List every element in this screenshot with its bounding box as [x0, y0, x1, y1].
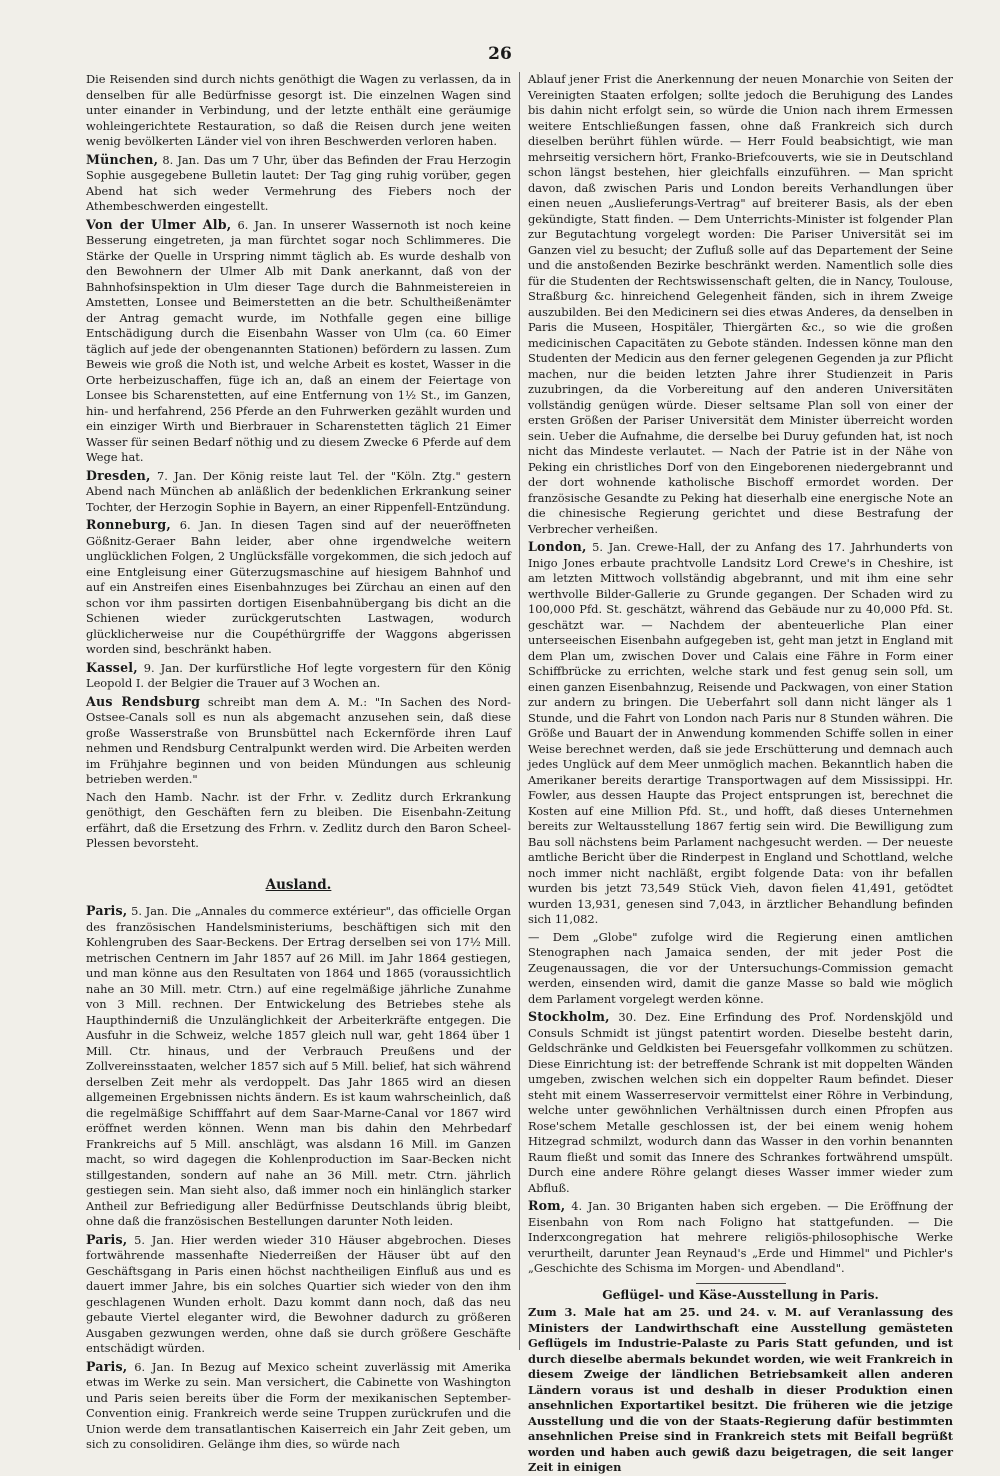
article-paragraph: Die Reisenden sind durch nichts genöthigt die Wagen zu verlassen, da in denselben für alle Bedürfnisse gesorgt ist. Die einzelnen Wagen sind unter einander in Verbindung, und der letzte enthält eine geräumige wohleingerichtete Restauration, so daß die Reisen durch jene weiten wenig bevölkerten Länder viel von ihren Beschwerden verloren haben. [86, 72, 511, 148]
section-title-ausland: Ausland. [265, 876, 332, 893]
dateline-place: Von der Ulmer Alb, [86, 216, 232, 232]
article-ulmer-alb: Von der Ulmer Alb, 6. Jan. In unserer Wassernoth ist noch keine Besserung eingetreten, ja man fürchtet sogar noch Schlimmeres. Die Stärke der Quelle in Urspring nimmt täglich ab. Es wurde deshalb von den Bewohnern der Ulmer Alb mit Dank anerkannt, daß von der Bahnhofsinspektion in Ulm dieser Tage durch die Bahnmeistereien in Amstetten, Lonsee und Beimerstetten an die betr. Schultheißenämter der Antrag gemacht wurde, im Nothfalle gegen eine billige Entschädigung durch die Eisenbahn Wasser von Ulm (ca. 60 Eimer täglich auf jede der obengenannten Stationen) befördern zu lassen. Zum Beweis wie groß die Noth ist, und welche Arbeit es kostet, Wasser in die Orte herbeizuschaffen, füge ich an, daß an einem der Feiertage von Lonsee bis Scharenstetten, auf eine Entfernung von 1½ St., im Ganzen, hin- und herfahrend, 256 Pferde an den Fuhrwerken gezählt wurden und ein einziger Wirth und Bierbrauer in Scharenstetten täglich 21 Eimer Wasser für seinen Bedarf nöthig und zu diesem Zwecke 6 Pferde auf dem Wege hat. [86, 216, 511, 464]
dateline-place: Stockholm, [528, 1009, 610, 1024]
article-stockholm: Stockholm, 30. Dez. Eine Erfindung des Prof. Nordenskjöld und Consuls Schmidt ist jüngst patentirt worden. Dieselbe besteht darin, Geldschränke und Geldkisten bei Feuersgefahr vollkommen zu schützen. Diese Einrichtung ist: der betreffende Schrank ist mit doppelten Wänden umgeben, zwischen welchen sich ein doppelter Raum befindet. Dieser steht mit einem Wasserreservoir vermittelst einer Röhre in Verbindung, welche unter gewöhnlichen Verhältnissen durch einen Pfropfen aus Rose'schem Metalle geschlossen ist, der bei einem wenig hohem Hitzegrad schmilzt, wodurch dann das Wasser in den vorhin benannten Raum fließt und somit das Innere des Schrankes fortwährend umspült. Durch eine andere Röhre gelangt dieses Wasser immer wieder zum Abfluß. [528, 1009, 953, 1195]
article-london: London, 5. Jan. Crewe-Hall, der zu Anfang des 17. Jahrhunderts von Inigo Jones erbaute prachtvolle Landsitz Lord Crewe's in Cheshire, ist am letzten Mittwoch vollständig abgebrannt, und mit ihm eine sehr werthvolle Bilder-Gallerie zu Grunde gegangen. Der Schaden wird zu 100,000 Pfd. St. geschätzt, während das Gebäude nur zu 40,000 Pfd. St. geschätzt war. — Nachdem der abenteuerliche Plan einer unterseeischen Eisenbahn aufgegeben ist, geht man jetzt in England mit dem Plan um, zwischen Dover und Calais eine Fähre in Form einer Schiffbrücke zu errichten, welche stark und fest genug sein soll, um einen ganzen Eisenbahnzug, Reisende und Packwagen, von einer Station zur andern zu bringen. Die Ueberfahrt soll dann nicht länger als 1 Stunde, und die Fahrt von London nach Paris nur 8 Stunden währen. Die Größe und Bauart der in Anwendung kommenden Schiffe sollen in einer Weise berechnet werden, daß sie jede Erschütterung und demnach auch jedes Unglück auf dem Meer unmöglich machen. Bekanntlich haben die Amerikaner bereits derartige Transportwagen auf dem Mississippi. Hr. Fowler, aus dessen Haupte das Project entsprungen ist, berechnet die Kosten auf eine Million Pfd. St., und hofft, daß dieses Unternehmen bereits zur Weltausstellung 1867 fertig sein wird. Die Bewilligung zum Bau soll nächstens beim Parlament nachgesucht werden. — Der neueste amtliche Bericht über die Rinderpest in England und Schottland, welche noch immer nicht nachläßt, ergibt folgende Data: von ihr befallen wurden bis jetzt 73,549 Stück Vieh, davon fielen 41,491, getödtet wurden 13,931, genesen sind 7,043, in ärztlicher Behandlung befinden sich 11,082. [528, 539, 953, 926]
article-paragraph: — Dem „Globe" zufolge wird die Regierung einen amtlichen Stenographen nach Jamaica senden, der mit jeder Post die Zeugenaussagen, die vor der Untersuchungs-Commission gemacht werden, einsenden wird, damit die ganze Masse so bald wie möglich dem Parlament vorgelegt werden könne. [528, 929, 953, 1006]
dateline-place: Rom, [528, 1198, 566, 1213]
dateline-place: Kassel, [86, 659, 138, 675]
article-rom: Rom, 4. Jan. 30 Briganten haben sich ergeben. — Die Eröffnung der Eisenbahn von Rom nach Foligno hat stattgefunden. — Die Inderxcongregation hat mehrere religiös-philosophische Werke verurtheilt, darunter Jean Reynaud's „Erde und Himmel" und Pichler's „Geschichte des Schisma im Morgen- und Abendland". [528, 1198, 953, 1275]
article-paragraph: Nach den Hamb. Nachr. ist der Frhr. v. Zedlitz durch Erkrankung genöthigt, den Geschäften fern zu bleiben. Die Eisenbahn-Zeitung erfährt, daß die Ersetzung des Frhrn. v. Zedlitz durch den Baron Scheel-Plessen bevorsteht. [86, 789, 511, 850]
dateline-place: Paris, [86, 1358, 128, 1374]
article-paragraph: Ablauf jener Frist die Anerkennung der neuen Monarchie von Seiten der Vereinigten Staaten erfolgen; sollte jedoch die Beruhigung des Landes bis dahin nicht erfolgt sein, so würde die Union nach ihrem Ermessen weitere Entschließungen fassen, ohne daß Frankreich sich durch dieselben berührt fühlen würde. — Herr Fould beabsichtigt, wie man mehrseitig versichern hört, Franko-Briefcouverts, wie sie in Deutschland schon längst bestehen, hier gleichfalls einzuführen. — Man spricht davon, daß zwischen Paris und London bereits Verhandlungen über einen neuen „Auslieferungs-Vertrag" auf breiterer Basis, als der eben gekündigte, Statt finden. — Dem Unterrichts-Minister ist folgender Plan zur Begutachtung vorgelegt worden: Die Pariser Universität sei im Ganzen viel zu besucht; der Zufluß solle auf das Departement der Seine und die anstoßenden Bezirke beschränkt werden. Namentlich solle dies für die Studenten der Rechtswissenschaft gelten, die in Nancy, Toulouse, Straßburg &c. hinreichend Gelegenheit fänden, sich in ihrem Zweige auszubilden. Bei den Medicinern sei dies etwas Anderes, da denselben in Paris die Museen, Hospitäler, Thiergärten &c., so wie die großen medicinischen Capacitäten zu Gebote ständen. Indessen könne man den Studenten der Medicin aus den ferner gelegenen Gegenden ja zur Pflicht machen, nur die beiden letzten Jahre ihrer Studienzeit in Paris zuzubringen, da die Vorbereitung auf den anderen Universitäten vollständig genügen würde. Dieser seltsame Plan soll von einer der ersten Größen der Pariser Universität dem Minister überreicht worden sein. Ueber die Aufnahme, die derselbe bei Duruy gefunden hat, ist noch nicht das Mindeste verlautet. — Nach der Patrie ist in der Nähe von Peking ein christliches Dorf von den Eingeborenen niedergebrannt und der dort wohnende katholische Bischoff ermordet worden. Der französische Gesandte zu Peking hat dieserhalb eine energische Note an die chinesische Regierung gerichtet und diese Bestrafung der Verbrecher verheißen. [528, 72, 953, 536]
dateline-place: Paris, [86, 1231, 128, 1247]
dateline-place: London, [528, 539, 587, 554]
article-separator [696, 1283, 786, 1284]
dateline-place: Aus Rendsburg [86, 693, 201, 709]
left-column [86, 72, 511, 1451]
article-kassel: Kassel, 9. Jan. Der kurfürstliche Hof legte vorgestern für den König Leopold I. der Belgier die Trauer auf 3 Wochen an. [86, 659, 511, 690]
right-column [528, 72, 953, 1474]
article-paris-2: Paris, 5. Jan. Hier werden wieder 310 Häuser abgebrochen. Dieses fortwährende massenhafte Niederreißen der Häuser übt auf den Geschäftsgang in Paris einen höchst nachtheiligen Einfluß aus und es dauert immer Jahre, bis ein solches Quartier sich wieder von den ihm geschlagenen Wunden erholt. Dazu kommt dann noch, daß das neu gebaute Viertel eleganter wird, die Bewohner dadurch zu größeren Ausgaben gezwungen werden, ohne daß sie durch größere Geschäfte entschädigt würden. [86, 1231, 511, 1355]
article-gefluegel-body: Zum 3. Male hat am 25. und 24. v. M. auf Veranlassung des Ministers der Landwirthschaft eine Ausstellung gemästeten Geflügels im Industrie-Palaste zu Paris Statt gefunden, und ist durch dieselbe abermals bekundet worden, wie weit Frankreich in diesem Zweige der ländlichen Betriebsamkeit allen anderen Ländern voraus ist und deshalb in dieser Produktion einen ansehnlichen Exportartikel besitzt. Die früheren wie die jetzige Ausstellung und die von der Staats-Regierung dafür bestimmten ansehnlichen Preise sind in Frankreich stets mit Beifall begrüßt worden und haben auch gewiß dazu beigetragen, die seit langer Zeit in einigen [528, 1305, 953, 1474]
dateline-place: Ronneburg, [86, 517, 171, 532]
dateline-place: Paris, [86, 903, 128, 918]
article-rendsburg: Aus Rendsburg schreibt man dem A. M.: "In Sachen des Nord-Ostsee-Canals soll es nun als abgemacht anzusehen sein, daß diese große Wasserstraße von Brunsbüttel nach Eckernförde ihren Lauf nehmen und Rendsburg Centralpunkt werden wird. Die Arbeiten werden im Frühjahre beginnen und von beiden Mündungen aus schleunig betrieben werden." [86, 693, 511, 786]
article-dresden: Dresden, 7. Jan. Der König reiste laut Tel. der "Köln. Ztg." gestern Abend nach München ab anläßlich der bedenklichen Erkrankung seiner Tochter, der Herzogin Sophie in Bayern, an einer Rippenfell-Entzündung. [86, 467, 511, 514]
article-title-gefluegel: Geflügel- und Käse-Ausstellung in Paris. [602, 1287, 879, 1302]
column-divider [519, 72, 520, 1350]
page-number: 26 [488, 44, 512, 64]
article-paris-3: Paris, 6. Jan. In Bezug auf Mexico scheint zuverlässig mit Amerika etwas im Werke zu sein. Man versichert, die Cabinette von Washington und Paris seien bereits über die Form der mexikanischen September-Convention einig. Frankreich werde seine Truppen zurückrufen und die Union werde dem transatlantischen Kaiserreich ein Jahr Zeit geben, um sich zu consolidiren. Gelänge ihm dies, so würde nach [86, 1358, 511, 1451]
article-paris-1: Paris, 5. Jan. Die „Annales du commerce extérieur", das officielle Organ des französischen Handelsministeriums, beschäftigen sich mit den Kohlengruben des Saar-Beckens. Der Ertrag derselben sei von 17½ Mill. metrischen Centnern im Jahr 1857 auf 26 Mill. im Jahr 1864 gestiegen, und man könne aus den Resultaten von 1864 und 1865 (voraussichtlich nahe an 30 Mill. metr. Ctrn.) auf eine regelmäßige jährliche Zunahme von 3 Mill. rechnen. Der Entwickelung des Betriebes stehe als Haupthinderniß die Unzulänglichkeit der Arbeiterkräfte entgegen. Die Ausfuhr in die Schweiz, welche 1857 gleich null war, geht 1864 über 1 Mill. Ctr. hinaus, und der Verbrauch Preußens und der Zollvereinsstaaten, welcher 1857 sich auf 5 Mill. belief, hat sich während derselben Zeit mehr als verdoppelt. Das Jahr 1865 wird an diesen allgemeinen Ergebnissen nichts ändern. Es ist kaum wahrscheinlich, daß die regelmäßige Schifffahrt auf dem Saar-Marne-Canal vor 1867 wird eröffnet werden können. Wenn man bis dahin den Mehrbedarf Frankreichs auf 5 Mill. anschlägt, was alsdann 16 Mill. im Ganzen macht, so wird dagegen die Kohlenproduction im Saar-Becken nicht stillgestanden, sondern auf nahe an 36 Mill. metr. Ctrn. jährlich gestiegen sein. Man sieht also, daß immer noch ein hinlänglich starker Antheil zur Befriedigung aller Bedürfnisse Deutschlands übrig bleibt, ohne daß die französischen Bestellungen darunter Noth leiden. [86, 903, 511, 1228]
article-muenchen: München, 8. Jan. Das um 7 Uhr, über das Befinden der Frau Herzogin Sophie ausgegebene Bulletin lautet: Der Tag ging ruhig vorüber, gegen Abend hat sich weder Vermehrung des Fiebers noch der Athembeschwerden eingestellt. [86, 151, 511, 213]
article-ronneburg: Ronneburg, 6. Jan. In diesen Tagen sind auf der neueröffneten Gößnitz-Geraer Bahn leider, aber ohne irgendwelche weitern unglücklichen Folgen, 2 Unglücksfälle vorgekommen, die sich jedoch auf eine Entgleisung einer Güterzugsmaschine auf hiesigem Bahnhof und auf ein Anstreifen eines Eisenbahnzuges bei Zürchau an einen auf den schon vor ihm passirten dortigen Eisenbahnübergang bis dicht an die Schienen wieder zurückgerutschten Lastwagen, wodurch glücklicherweise nur die Coupéthürgriffe der Waggons abgerissen worden sind, beschränkt haben. [86, 517, 511, 656]
dateline-place: Dresden, [86, 467, 151, 483]
dateline-place: München, [86, 151, 159, 167]
